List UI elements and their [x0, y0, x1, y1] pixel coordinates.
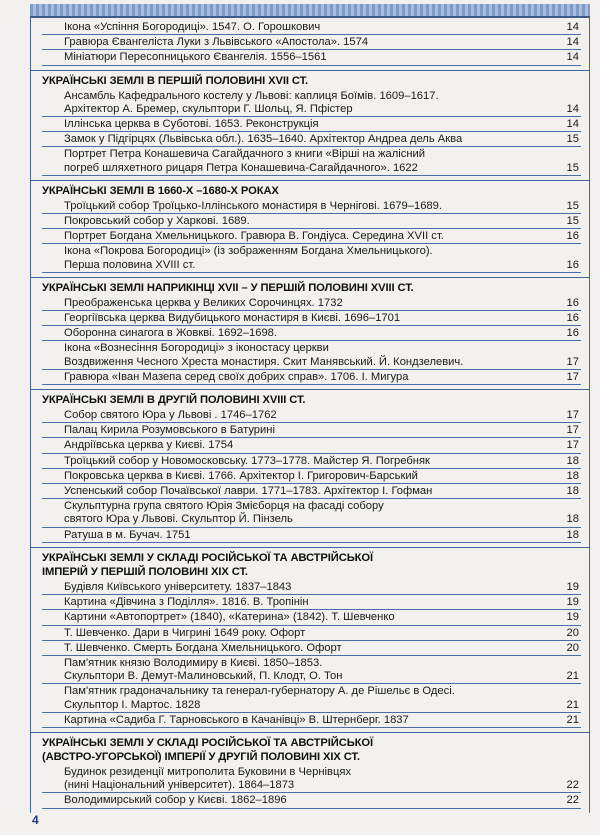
entry-title: Ансамбль Кафедрального костелу у Львові: каплиця Боїмів. 1609–1617. Архітектор А. Бремер, скульптори Г. Шольц, Я. Пфістер	[64, 89, 439, 115]
entry-title: Картини «Автопортрет» (1840), «Катерина» (1842). Т. Шевченко	[64, 611, 395, 624]
entry-title: Успенський собор Почаївської лаври. 1771–1783. Архітектор І. Гофман	[64, 485, 433, 498]
entry-page-number: 14	[566, 36, 579, 49]
entry-title: Покровський собор у Харкові. 1689.	[64, 215, 250, 228]
entry-title: Будівля Київського університету. 1837–1843	[64, 580, 292, 593]
entry-page-number: 18	[566, 454, 579, 467]
toc-section	[31, 71, 589, 181]
entry-page-number: 17	[566, 370, 579, 383]
toc-entry	[42, 611, 581, 625]
entry-title: Собор святого Юра у Львові . 1746–1762	[64, 409, 277, 422]
page-number: 4	[32, 813, 39, 827]
toc-entry	[42, 581, 581, 595]
section-title: УКРАЇНСЬКІ ЗЕМЛІ У СКЛАДІ РОСІЙСЬКОЇ ТА АВСТРІЙСЬКОЇ (АВСТРО-УГОРСЬКОЇ) ІМПЕРІЇ У ДРУГІЙ ПОЛОВИНІ XIX СТ.	[42, 736, 373, 763]
entry-title: Ратуша в м. Бучач. 1751	[64, 528, 191, 541]
toc-entry	[42, 794, 581, 808]
entry-page-number: 22	[566, 779, 579, 792]
entry-title: Пам'ятник князю Володимиру в Києві. 1850–1853. Скульптори В. Демут-Малиновський, П. Клодт, О. Тон	[64, 656, 343, 683]
entry-title: Гравюра Євангеліста Луки з Львівського «Апостола». 1574	[64, 36, 369, 49]
section-title: УКРАЇНСЬКІ ЗЕМЛІ В ПЕРШІЙ ПОЛОВИНІ XVII СТ.	[42, 74, 309, 87]
toc-entry	[42, 215, 581, 229]
entry-title: Троїцький собор Троїцько-Іллінського монастиря в Чернігові. 1679–1689.	[64, 199, 442, 212]
toc-entry	[42, 327, 581, 341]
entry-page-number: 15	[566, 133, 579, 146]
entry-page-number: 16	[566, 258, 579, 271]
entry-page-number: 16	[566, 230, 579, 243]
toc-entry	[42, 200, 581, 214]
toc-entry	[42, 596, 581, 610]
toc-section	[31, 17, 589, 71]
entry-title: Покровська церква в Києві. 1766. Архітектор І. Григорович-Барський	[64, 469, 418, 482]
section-title: УКРАЇНСЬКІ ЗЕМЛІ В 1660-Х –1680-Х РОКАХ	[42, 184, 279, 197]
entry-page-number: 15	[566, 199, 579, 212]
entry-title: Портрет Богдана Хмельницького. Гравюра В. Гондіуса. Середина XVII ст.	[64, 230, 444, 243]
entry-title: Палац Кирила Розумовського в Батурині	[64, 424, 275, 437]
toc-entry	[42, 90, 581, 117]
entry-page-number: 18	[566, 528, 579, 541]
toc-section	[31, 278, 589, 390]
toc-entry	[42, 500, 581, 527]
entry-page-number: 14	[566, 21, 579, 33]
header-band	[30, 4, 590, 18]
table-of-contents	[30, 17, 590, 813]
entry-title: Іллінська церква в Суботові. 1653. Реконструкція	[64, 118, 319, 131]
entry-page-number: 16	[566, 296, 579, 309]
toc-entry	[42, 371, 581, 385]
entry-title: Троїцький собор у Новомосковську. 1773–1778. Майстер Я. Погребняк	[64, 454, 430, 467]
entry-page-number: 17	[566, 355, 579, 368]
entry-title: Т. Шевченко. Дари в Чигрині 1649 року. Офорт	[64, 626, 306, 639]
toc-section	[31, 390, 589, 548]
entry-title: Володимирський собор у Києві. 1862–1896	[64, 794, 287, 807]
toc-entry	[42, 685, 581, 712]
entry-title: Ікона «Покрова Богородиці» (із зображенням Богдана Хмельницького). Перша половина XVIII ст.	[64, 245, 433, 271]
entry-page-number: 18	[566, 485, 579, 498]
toc-entry	[42, 529, 581, 543]
entry-page-number: 17	[566, 409, 579, 422]
entry-page-number: 17	[566, 424, 579, 437]
entry-page-number: 21	[566, 713, 579, 726]
entry-page-number: 19	[566, 596, 579, 609]
entry-title: Скульптурна група святого Юрія Змієборця на фасаді собору святого Юра у Львові. Скульптор Й. Пінзель	[64, 500, 384, 526]
entry-title: Андріївська церква у Києві. 1754	[64, 439, 234, 452]
entry-page-number: 15	[566, 161, 579, 174]
toc-entry	[42, 230, 581, 244]
entry-title: Ікона «Вознесіння Богородиці» з іконостасу церкви Воздвиження Чесного Хреста монастиря. Скит Манявський. Й. Кондзелевич.	[64, 342, 464, 368]
entry-title: Георгіївська церква Видубицького монастиря в Києві. 1696–1701	[64, 312, 401, 325]
toc-entry	[42, 627, 581, 641]
entry-page-number: 19	[566, 580, 579, 593]
entry-page-number: 14	[566, 51, 579, 64]
entry-page-number: 18	[566, 513, 579, 526]
toc-section	[31, 181, 589, 278]
entry-page-number: 16	[566, 327, 579, 340]
toc-entry	[42, 312, 581, 326]
toc-entry	[42, 297, 581, 311]
toc-entry	[42, 766, 581, 793]
toc-entry	[42, 470, 581, 484]
entry-page-number: 22	[566, 794, 579, 807]
toc-entry	[42, 439, 581, 453]
toc-entry	[42, 714, 581, 728]
entry-title: Картина «Дівчина з Поділля». 1816. В. Тропінін	[64, 596, 309, 609]
toc-entry	[42, 21, 581, 35]
entry-page-number: 14	[566, 118, 579, 131]
entry-page-number: 16	[566, 312, 579, 325]
toc-entry	[42, 36, 581, 50]
toc-section	[31, 548, 589, 733]
entry-page-number: 20	[566, 641, 579, 654]
entry-title: Картина «Садиба Г. Тарновського в Качанівці» В. Штернберг. 1837	[64, 713, 409, 726]
entry-title: Будинок резиденції митрополита Буковини в Чернівцях (нині Національний університет). 1864–1873	[64, 765, 352, 792]
toc-entry	[42, 133, 581, 147]
entry-page-number: 14	[566, 102, 579, 115]
toc-entry	[42, 424, 581, 438]
toc-entry	[42, 657, 581, 684]
entry-page-number: 15	[566, 215, 579, 228]
toc-entry	[42, 51, 581, 65]
entry-title: Преображенська церква у Великих Сорочинцях. 1732	[64, 296, 343, 309]
entry-title: Оборонна синагога в Жовкві. 1692–1698.	[64, 327, 277, 340]
toc-entry	[42, 118, 581, 132]
toc-entry	[42, 455, 581, 469]
section-title: УКРАЇНСЬКІ ЗЕМЛІ НАПРИКІНЦІ XVII – У ПЕРШІЙ ПОЛОВИНІ XVIII СТ.	[42, 281, 414, 294]
entry-title: Пам'ятник градоначальнику та генерал-губернатору А. де Рішельє в Одесі. Скульптор І. Мартос. 1828	[64, 685, 455, 711]
entry-title: Портрет Петра Конашевича Сагайдачного з книги «Вірші на жалісний погреб шляхетного рицаря Петра Конашевича-Сагайдачного». 1622	[64, 148, 426, 174]
entry-title: Гравюра «Іван Мазепа серед своїх добрих справ». 1706. І. Мигура	[64, 370, 409, 383]
entry-title: Т. Шевченко. Смерть Богдана Хмельницького. Офорт	[64, 641, 342, 654]
entry-title: Мініатюри Пересопницького Євангелія. 1556–1561	[64, 51, 327, 64]
section-title: УКРАЇНСЬКІ ЗЕМЛІ У СКЛАДІ РОСІЙСЬКОЇ ТА АВСТРІЙСЬКОЇ ІМПЕРІЙ У ПЕРШІЙ ПОЛОВИНІ XIX СТ.	[42, 551, 373, 578]
toc-entry	[42, 245, 581, 272]
entry-page-number: 20	[566, 626, 579, 639]
entry-title: Ікона «Успіння Богородиці». 1547. О. Горошкович	[64, 21, 321, 33]
toc-entry	[42, 409, 581, 423]
entry-page-number: 18	[566, 469, 579, 482]
entry-page-number: 21	[566, 698, 579, 711]
entry-title: Замок у Підгірцях (Львівська обл.). 1635–1640. Архітектор Андреа дель Аква	[64, 133, 463, 146]
toc-section	[31, 733, 589, 813]
toc-entry	[42, 342, 581, 369]
section-title: УКРАЇНСЬКІ ЗЕМЛІ В ДРУГІЙ ПОЛОВИНІ XVIII СТ.	[42, 394, 306, 407]
toc-entry	[42, 148, 581, 175]
entry-page-number: 21	[566, 670, 579, 683]
toc-entry	[42, 485, 581, 499]
entry-page-number: 17	[566, 439, 579, 452]
toc-entry	[42, 642, 581, 656]
entry-page-number: 19	[566, 611, 579, 624]
